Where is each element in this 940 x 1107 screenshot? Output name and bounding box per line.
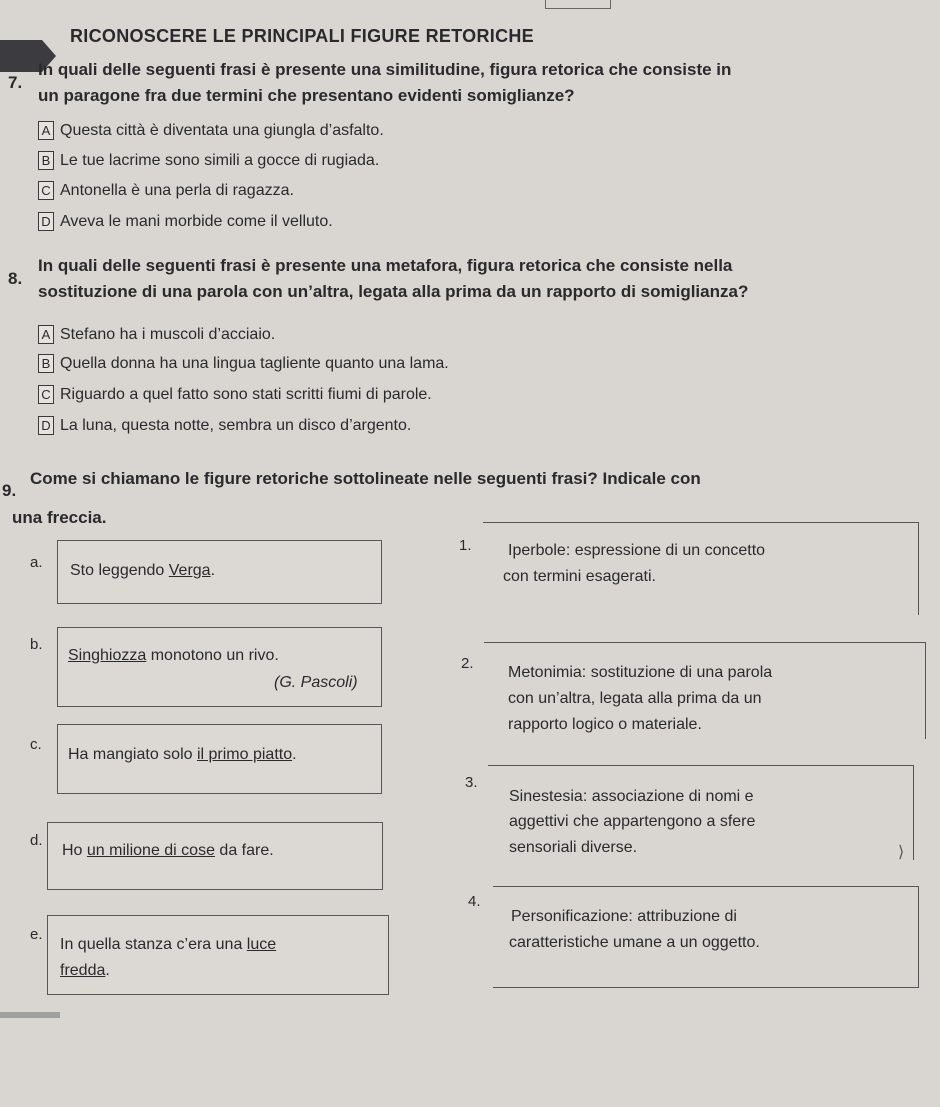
- option-letter: C: [38, 181, 54, 200]
- definition-box-3[interactable]: [488, 765, 914, 860]
- q8-text-line2: sostituzione di una parola con un’altra, legata alla prima da un rapporto di somiglianza?: [38, 282, 749, 301]
- option-text: Riguardo a quel fatto sono stati scritti fiumi di parole.: [60, 385, 432, 403]
- option-text: La luna, questa notte, sembra un disco d’argento.: [60, 416, 412, 434]
- sentence-a-text: Sto leggendo Verga.: [70, 562, 216, 579]
- q7-text-line2: un paragone fra due termini che presentano evidenti somiglianze?: [38, 86, 575, 105]
- option-text: Stefano ha i muscoli d’acciaio.: [60, 325, 276, 343]
- sentence-e-label: e.: [30, 926, 43, 943]
- definition-2-line3: rapporto logico o materiale.: [508, 716, 702, 733]
- definition-3-number: 3.: [465, 774, 478, 791]
- underlined-figure: il primo piatto: [196, 746, 293, 763]
- option-text: Quella donna ha una lingua tagliente quanto una lama.: [60, 354, 449, 372]
- q9-number: 9.: [2, 481, 17, 500]
- sentence-d-text: Ho un milione di cose da fare.: [62, 842, 274, 859]
- definition-box-2[interactable]: [484, 642, 926, 739]
- definition-1-line2: con termini esagerati.: [503, 568, 656, 585]
- underlined-figure: fredda: [60, 962, 106, 979]
- definition-2-number: 2.: [461, 655, 474, 672]
- page-fragment-box: [545, 0, 611, 9]
- sentence-d-label: d.: [30, 832, 43, 849]
- sentence-box-e[interactable]: [47, 915, 389, 995]
- definition-2-line2: con un’altra, legata alla prima da un: [508, 690, 762, 707]
- q7-option-a[interactable]: [38, 121, 384, 140]
- sentence-box-b[interactable]: [57, 627, 382, 707]
- sentence-c-text: Ha mangiato solo il primo piatto.: [68, 746, 297, 763]
- sentence-box-a[interactable]: [57, 540, 382, 604]
- q8-text-line1: In quali delle seguenti frasi è presente una metafora, figura retorica che consiste nella: [38, 256, 733, 275]
- sentence-e-text-line1: In quella stanza c’era una luce: [60, 936, 277, 953]
- definition-3-line2: aggettivi che appartengono a sfere: [509, 813, 756, 830]
- option-letter: B: [38, 151, 54, 170]
- definition-2-line1: Metonimia: sostituzione di una parola: [508, 664, 773, 681]
- q7-text-line1: In quali delle seguenti frasi è presente una similitudine, figura retorica che consiste in: [38, 60, 732, 79]
- option-text: Aveva le mani morbide come il velluto.: [60, 212, 333, 230]
- sentence-b-label: b.: [30, 636, 43, 653]
- option-letter: A: [38, 121, 54, 140]
- definition-4-line1: Personificazione: attribuzione di: [511, 908, 737, 925]
- underlined-figure: Singhiozza: [68, 647, 147, 664]
- option-letter: D: [38, 416, 54, 435]
- q8-number: 8.: [8, 269, 23, 288]
- definition-3-line3: sensoriali diverse.: [509, 839, 638, 856]
- q8-option-b[interactable]: [38, 354, 449, 373]
- option-letter: B: [38, 354, 54, 373]
- sentence-box-d[interactable]: [47, 822, 383, 890]
- q7-number: 7.: [8, 73, 23, 92]
- q9-text-line2: una freccia.: [12, 508, 107, 527]
- pencil-mark-icon: ⟩: [898, 844, 905, 861]
- q8-option-c[interactable]: [38, 385, 432, 404]
- option-letter: C: [38, 385, 54, 404]
- q8-option-a[interactable]: [38, 325, 275, 344]
- option-letter: A: [38, 325, 54, 344]
- definition-3-line1: Sinestesia: associazione di nomi e: [509, 788, 754, 805]
- q7-option-d[interactable]: [38, 212, 333, 231]
- sentence-c-label: c.: [30, 736, 42, 753]
- option-letter: D: [38, 212, 54, 231]
- q7-option-c[interactable]: [38, 181, 294, 200]
- underlined-figure: un milione di cose: [86, 842, 215, 859]
- definition-4-line2: caratteristiche umane a un oggetto.: [509, 934, 760, 951]
- option-text: Antonella è una perla di ragazza.: [60, 181, 294, 199]
- definition-4-number: 4.: [468, 893, 481, 910]
- sentence-b-citation: (G. Pascoli): [274, 674, 358, 691]
- underlined-figure: luce: [246, 936, 277, 953]
- option-text: Le tue lacrime sono simili a gocce di rugiada.: [60, 151, 380, 169]
- underlined-figure: Verga: [168, 562, 211, 579]
- definition-1-number: 1.: [459, 537, 472, 554]
- definition-box-4[interactable]: [493, 886, 919, 988]
- definition-1-line1: Iperbole: espressione di un concetto: [508, 542, 766, 559]
- sentence-b-text: Singhiozza monotono un rivo.: [68, 647, 279, 664]
- q8-option-d[interactable]: [38, 416, 411, 435]
- sentence-e-text-line2: fredda.: [60, 962, 110, 979]
- sentence-a-label: a.: [30, 554, 43, 571]
- definition-box-1[interactable]: [483, 522, 919, 615]
- option-text: Questa città è diventata una giungla d’asfalto.: [60, 121, 384, 139]
- q7-option-b[interactable]: [38, 151, 379, 170]
- page-edge-decoration: [0, 1012, 60, 1018]
- q9-text-line1: Come si chiamano le figure retoriche sottolineate nelle seguenti frasi? Indicale con: [30, 469, 701, 488]
- section-title: RICONOSCERE LE PRINCIPALI FIGURE RETORICHE: [70, 26, 534, 46]
- sentence-box-c[interactable]: [57, 724, 382, 794]
